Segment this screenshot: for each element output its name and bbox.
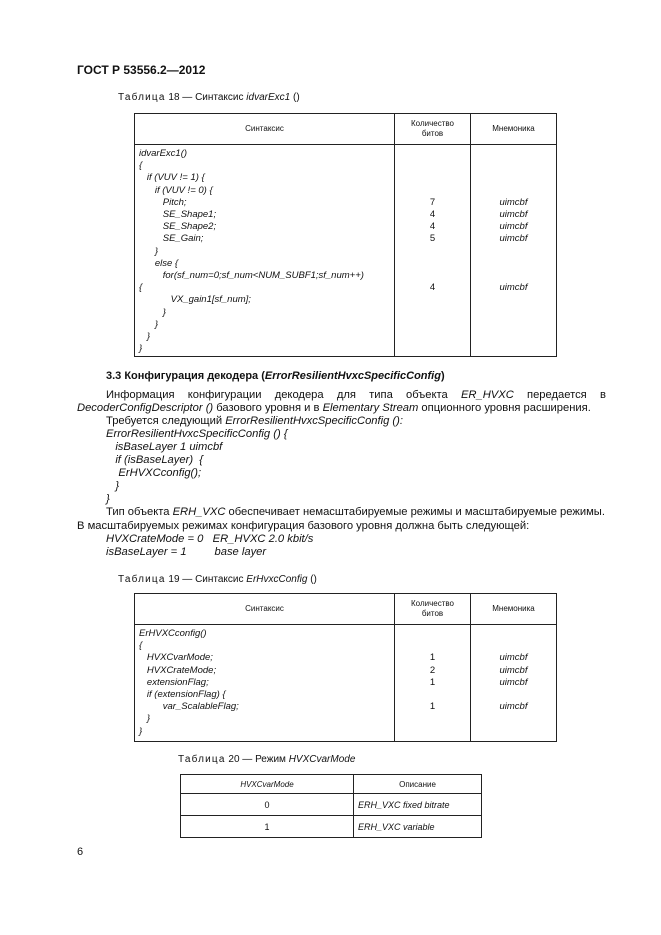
table20-col-mode: HVXCvarMode	[181, 775, 354, 794]
table18-caption-suffix: ()	[292, 92, 300, 103]
table19-mnemonic-cell	[471, 625, 557, 742]
mnemonic-value	[471, 258, 556, 270]
page-number: 6	[77, 846, 84, 858]
code-line: {	[139, 640, 143, 652]
bits-value: 4	[429, 208, 436, 220]
mnemonic-value: uimcbf	[499, 196, 528, 208]
table-row	[181, 816, 482, 838]
table20-caption-num: 20 — Режим	[228, 754, 286, 765]
table18-caption-num: 18 — Синтаксис	[168, 92, 244, 103]
code-line: ErrorResilientHvxcSpecificConfig () {	[106, 428, 288, 440]
word: конфигурации	[187, 389, 262, 401]
table19-col-bits-line2: битов	[421, 609, 444, 618]
code-line: SE_Shape1;	[139, 209, 217, 221]
code-line: }	[106, 480, 120, 492]
table19-caption	[118, 574, 317, 585]
mnemonic-value	[471, 246, 556, 258]
bits-value	[395, 689, 470, 701]
mnemonic-value: uimcbf	[499, 233, 528, 245]
bits-value	[395, 185, 470, 197]
table18-col-bits	[395, 114, 471, 145]
table19-col-bits-line1: Количество	[411, 599, 454, 608]
table20-caption-prefix: Таблица	[178, 754, 226, 765]
code-line: }	[139, 245, 159, 257]
mnemonic-value: uimcbf	[499, 652, 528, 664]
bits-value	[395, 160, 470, 172]
config-name: ErrorResilientHvxcSpecificConfig ():	[225, 415, 403, 427]
table19-col-syntax: Синтаксис	[135, 594, 395, 625]
word: объекта	[406, 389, 448, 401]
section-title-suffix: )	[440, 370, 445, 382]
table20-desc: ERH_VXC variable	[354, 816, 482, 838]
bits-value: 1	[429, 652, 436, 664]
mnemonic-value: uimcbf	[499, 208, 528, 220]
table19-caption-num: 19 — Синтаксис	[168, 574, 244, 585]
mnemonic-value	[471, 270, 556, 282]
code-line: VX_gain1[sf_num];	[139, 294, 251, 306]
text: Тип объекта	[106, 506, 173, 518]
object-type: ER_HVXC	[460, 389, 514, 401]
table19-bits-cell	[395, 625, 471, 742]
para2-code	[106, 533, 313, 559]
para1-line2	[77, 402, 591, 415]
descriptor-name: DecoderConfigDescriptor ()	[77, 402, 214, 414]
bits-value: 4	[429, 282, 436, 294]
word: Информация	[106, 389, 175, 401]
table18-col-bits-line1: Количество	[411, 119, 454, 128]
code-line: isBaseLayer = 1 base layer	[106, 546, 267, 558]
table18-col-bits-line2: битов	[421, 129, 444, 138]
mnemonic-value	[471, 185, 556, 197]
bits-value: 1	[429, 676, 436, 688]
table19-col-mnemonic: Мнемоника	[471, 594, 557, 625]
table19-col-bits	[395, 594, 471, 625]
para2-line2: В масштабируемых режимах конфигурация базового уровня должна быть следующей:	[77, 520, 530, 532]
mnemonic-value	[471, 640, 556, 652]
code-line: isBaseLayer 1 uimcbf	[106, 441, 223, 453]
table19-caption-name: ErHvxcConfig	[246, 574, 308, 585]
code-line: SE_Gain;	[139, 233, 204, 245]
code-line: {	[139, 282, 143, 294]
table18-code-cell	[135, 145, 395, 357]
word: в	[599, 389, 606, 401]
code-line: {	[139, 160, 143, 172]
bits-value	[395, 172, 470, 184]
code-line: extensionFlag;	[139, 676, 209, 688]
object-type: ERH_VXC	[172, 506, 226, 518]
table18-mnemonic-cell	[471, 145, 557, 357]
code-line: var_ScalableFlag;	[139, 701, 239, 713]
section-title	[106, 370, 445, 382]
bits-value	[395, 246, 470, 258]
table18	[134, 113, 557, 357]
text: обеспечивает немасштабируемые режимы и масштабируемые режимы.	[225, 506, 605, 518]
mnemonic-value: uimcbf	[499, 221, 528, 233]
code-line: if (VUV != 0) {	[139, 184, 213, 196]
table20-mode: 1	[181, 816, 354, 838]
bits-value: 4	[429, 221, 436, 233]
bits-value: 2	[429, 664, 436, 676]
table20	[180, 774, 482, 838]
code-line: }	[139, 725, 143, 737]
table18-caption-prefix: Таблица	[118, 92, 166, 103]
table18-col-syntax: Синтаксис	[135, 114, 395, 145]
code1-block	[106, 428, 288, 506]
table18-col-mnemonic: Мнемоника	[471, 114, 557, 145]
code-line: if (isBaseLayer) {	[106, 454, 203, 466]
mnemonic-value: uimcbf	[499, 282, 528, 294]
text: Требуется следующий	[106, 415, 226, 427]
bits-value: 1	[429, 701, 436, 713]
para1-line3	[106, 415, 403, 428]
mnemonic-value: uimcbf	[499, 701, 528, 713]
para1-line1	[106, 389, 606, 402]
code-line: HVXCrateMode = 0 ER_HVXC 2.0 kbit/s	[106, 533, 314, 545]
table18-caption	[118, 92, 300, 103]
code-line: }	[106, 493, 110, 505]
table19-caption-prefix: Таблица	[118, 574, 166, 585]
mnemonic-value	[471, 689, 556, 701]
code-line: }	[139, 318, 159, 330]
document-header: ГОСТ Р 53556.2—2012	[77, 63, 206, 77]
bits-value: 7	[429, 196, 436, 208]
para2-line1	[106, 506, 606, 519]
section-title-prefix: 3.3 Конфигурация декодера (	[106, 370, 265, 382]
bits-value	[395, 270, 470, 282]
table19-code-cell	[135, 625, 395, 742]
mnemonic-value	[471, 628, 556, 640]
bits-value	[395, 628, 470, 640]
mnemonic-value	[471, 148, 556, 160]
word: типа	[369, 389, 393, 401]
code-line: idvarExc1()	[139, 148, 188, 159]
table18-bits-cell	[395, 145, 471, 357]
word: декодера	[274, 389, 324, 401]
mnemonic-value: uimcbf	[499, 664, 528, 676]
table19	[134, 593, 557, 742]
code-line: }	[139, 713, 151, 725]
word: передается	[527, 389, 587, 401]
mnemonic-value: uimcbf	[499, 676, 528, 688]
code-line: Pitch;	[139, 196, 187, 208]
code-line: if (VUV != 1) {	[139, 172, 205, 184]
text: опционного уровня расширения.	[418, 402, 591, 414]
word: для	[336, 389, 356, 401]
mnemonic-value	[471, 160, 556, 172]
table20-col-description: Описание	[354, 775, 482, 794]
code-line: }	[139, 306, 166, 318]
mnemonic-value	[471, 172, 556, 184]
text: базового уровня и в	[213, 402, 323, 414]
stream-name: Elementary Stream	[322, 402, 419, 414]
table20-caption-name: HVXCvarMode	[288, 754, 356, 765]
code-line: }	[139, 331, 151, 343]
bits-value: 5	[429, 233, 436, 245]
bits-value	[395, 148, 470, 160]
table20-caption	[178, 754, 355, 765]
code-line: ErHVXCconfig()	[139, 628, 207, 639]
code-line: }	[139, 343, 143, 355]
table-row	[181, 794, 482, 816]
table20-desc: ERH_VXC fixed bitrate	[354, 794, 482, 816]
code-line: if (extensionFlag) {	[139, 689, 226, 701]
table18-caption-name: idvarExc1	[246, 92, 291, 103]
table20-mode: 0	[181, 794, 354, 816]
bits-value	[395, 640, 470, 652]
code-line: ErHVXCconfig();	[106, 467, 202, 479]
code-line: SE_Shape2;	[139, 221, 217, 233]
table19-caption-suffix: ()	[310, 574, 317, 585]
code-line: HVXCvarMode;	[139, 652, 213, 664]
bits-value	[395, 258, 470, 270]
code-line: else {	[139, 257, 179, 269]
code-line: HVXCrateMode;	[139, 664, 217, 676]
section-title-name: ErrorResilientHvxcSpecificConfig	[264, 370, 441, 382]
code-line: for(sf_num=0;sf_num<NUM_SUBF1;sf_num++)	[139, 270, 364, 282]
